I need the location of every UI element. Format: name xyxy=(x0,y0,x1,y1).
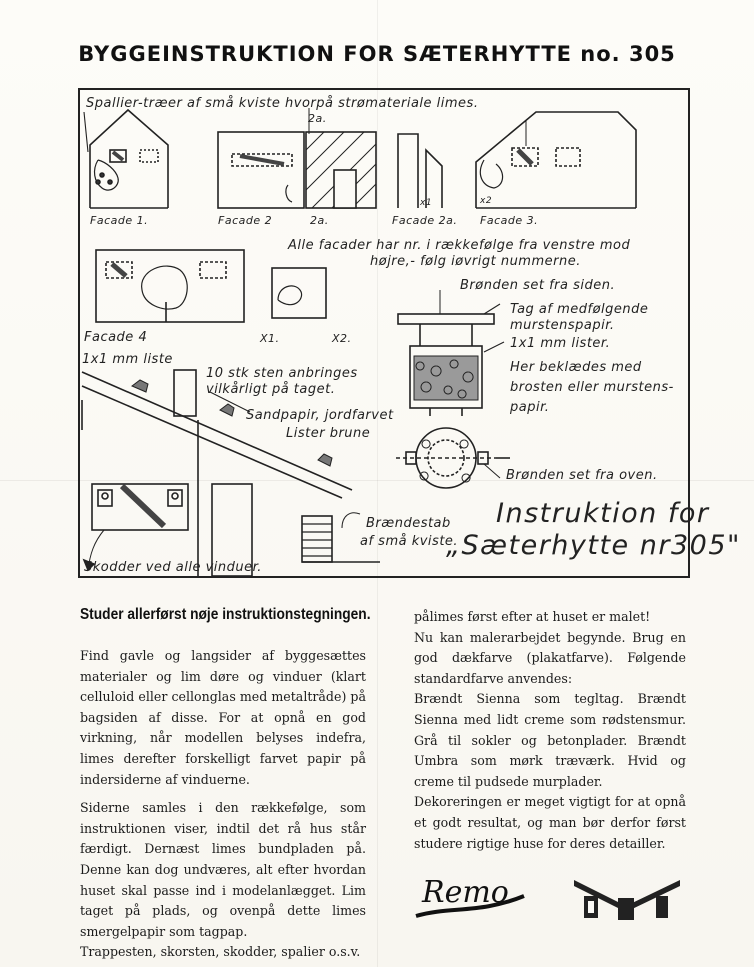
label-2a-mid: 2a. xyxy=(310,214,329,227)
facade-1-label: Facade 1. xyxy=(90,214,149,227)
roof-note-line-2: murstenspapir. xyxy=(510,318,615,333)
paragraph: Dekoreringen er meget vigtigt for at opnå et godt resultat, og man bør derfor først studere rigtige huse for deres detailler. xyxy=(414,794,686,851)
instruction-heading-line-2: „Sæterhytte nr305" xyxy=(446,530,741,561)
facade-4-label: Facade 4 xyxy=(84,330,148,345)
clad-note-line-2: brosten eller murstens- xyxy=(510,380,674,395)
facade-2-drawing xyxy=(218,132,304,208)
right-text-column xyxy=(414,607,686,854)
x2-small-label: x2 xyxy=(480,196,493,206)
order-note-line-2: højre,- følg iøvrigt nummerne. xyxy=(370,254,581,269)
lister-brune-label: Lister brune xyxy=(286,426,371,441)
paragraph: Find gavle og langsider af byggesættes materialer og lim døre og vinduer (klart celluloid eller cellonglas med metaltråde) på bagsiden af disse. For at opnå en god virkning, når modellen belyses indefra, limes derefter forskelligt farvet papir på indersiderne af vinduerne. xyxy=(80,648,366,787)
remo-logo xyxy=(410,862,530,928)
instruction-heading-line-1: Instruktion for xyxy=(496,498,710,529)
lister-1x1-label: 1x1 mm lister. xyxy=(510,336,611,351)
paragraph: Siderne samles i den rækkefølge, som instruktionen viser, indtil det rå hus står færdigt. Dernæst limes bundpladen på. Denne kan dog undværes, alt efter hvordan huset skal passe ind i modelanlægget. Lim taget på plads, og ovenpå dette limes smergelpapir som tagpap. xyxy=(80,800,366,939)
well-top-label: Brønden set fra oven. xyxy=(506,468,658,483)
x1-label: X1. xyxy=(260,332,280,345)
left-text-column xyxy=(80,646,366,963)
x1-small-label: x1 xyxy=(420,198,433,208)
shutters-label: Skodder ved alle vinduer. xyxy=(84,560,262,575)
facade-2a-label: Facade 2a. xyxy=(392,214,458,227)
stones-note-line-1: 10 stk sten anbringes xyxy=(206,366,358,381)
well-side-label: Brønden set fra siden. xyxy=(460,278,616,293)
page-title: BYGGEINSTRUKTION FOR SÆTERHYTTE no. 305 xyxy=(78,42,676,66)
section-heading: Studer allerførst nøje instruktionstegningen. xyxy=(80,606,371,623)
facade-2-label: Facade 2 xyxy=(218,214,273,227)
x2-label: X2. xyxy=(332,332,352,345)
label-2a-top: 2a. xyxy=(308,112,327,125)
dmi-logo xyxy=(572,876,682,924)
svg-text:Remo: Remo xyxy=(422,875,509,910)
facade-3-drawing xyxy=(476,112,636,208)
paragraph: Trappesten, skorsten, skodder, spalier o.s.v. xyxy=(80,944,361,960)
firewood-note-line-1: Brændestab xyxy=(366,516,451,531)
sandpaper-label: Sandpapir, jordfarvet xyxy=(246,408,394,423)
facade-2a-drawing xyxy=(306,132,376,208)
roof-note-line-1: Tag af medfølgende xyxy=(510,302,649,317)
drawing-frame xyxy=(78,88,741,578)
stones-note-line-2: vilkårligt på taget. xyxy=(206,382,336,397)
liste-label: 1x1 mm liste xyxy=(82,352,173,367)
order-note-line-1: Alle facader har nr. i rækkefølge fra venstre mod xyxy=(288,238,631,253)
pointer-arrows xyxy=(84,112,504,352)
facade-3-label: Facade 3. xyxy=(480,214,539,227)
well-side-drawing xyxy=(398,290,494,416)
facade-2a-pieces-drawing xyxy=(398,134,442,208)
spalier-note: Spallier-træer af små kviste hvorpå strømateriale limes. xyxy=(86,96,479,111)
paragraph: Nu kan malerarbejdet begynde. Brug en god dækfarve (plakatfarve). Følgende standardfarve anvendes: xyxy=(414,629,686,686)
paragraph: pålimes først efter at huset er malet! xyxy=(414,609,651,624)
clad-note-line-1: Her beklædes med xyxy=(510,360,642,375)
clad-note-line-3: papir. xyxy=(510,400,550,415)
well-top-drawing xyxy=(396,428,510,488)
paragraph: Brændt Sienna som tegltag. Brændt Sienna med lidt creme som rødstensmur. Grå til sokler og betonplader. Brændt Umbra som mørk træværk. Hvid og creme til pudsede murplader. xyxy=(414,691,686,789)
firewood-note-line-2: af små kviste. xyxy=(360,534,459,549)
facade-4-drawing xyxy=(96,250,244,322)
facade-1-drawing xyxy=(90,110,168,208)
roof-section-drawing xyxy=(82,370,352,576)
